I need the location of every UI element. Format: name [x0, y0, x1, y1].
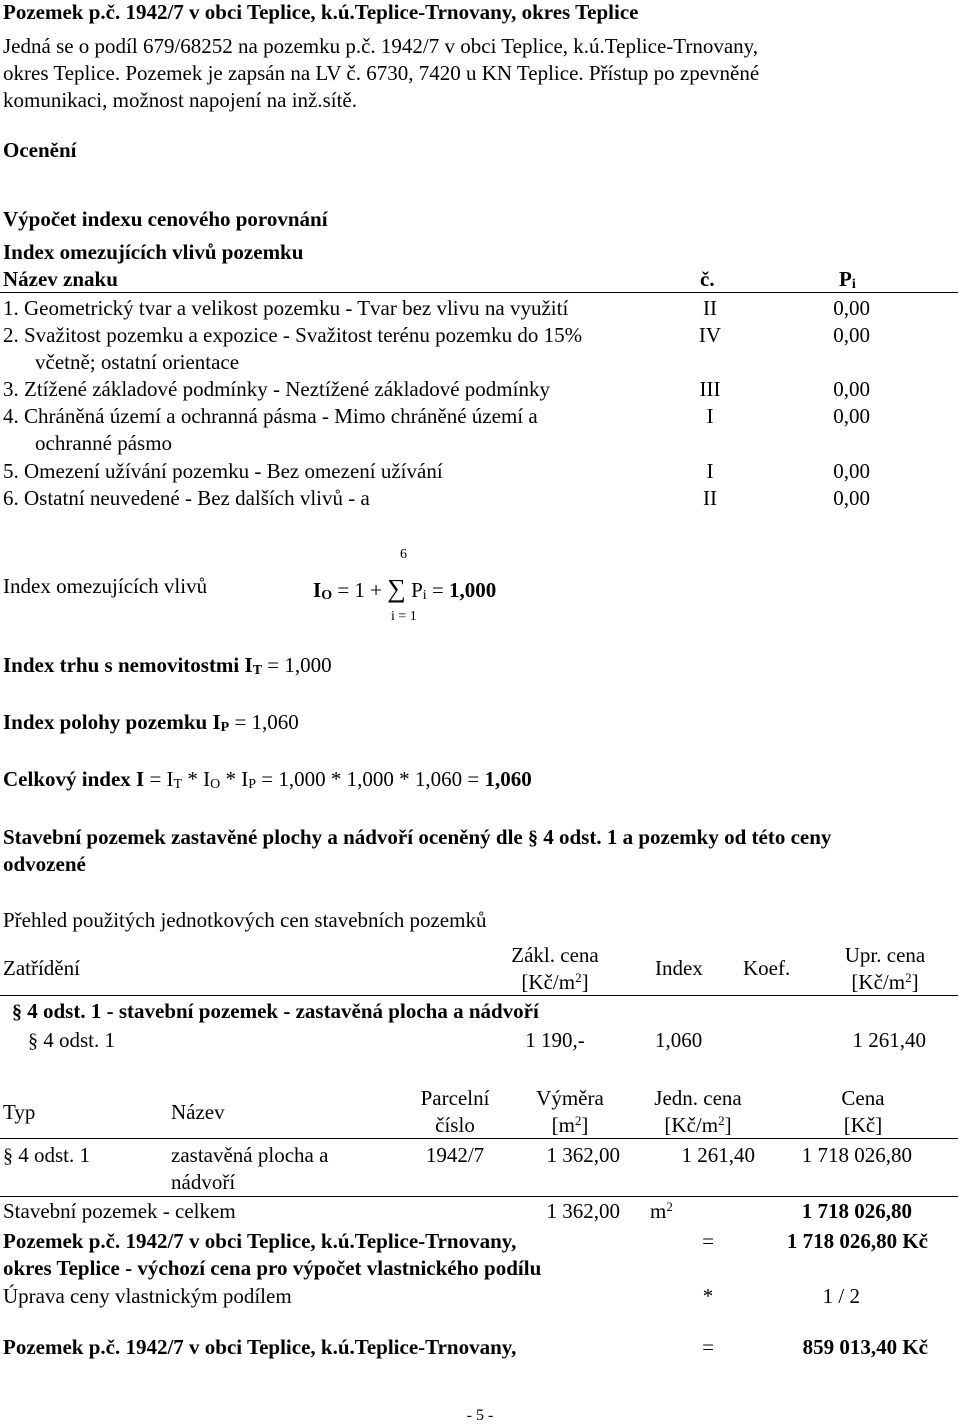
col-koef: Koef. — [743, 956, 791, 980]
unit-prices-group: § 4 odst. 1 - stavební pozemek - zastavěná plocha a nádvoří — [12, 999, 539, 1023]
parcel-row-typ: § 4 odst. 1 — [3, 1143, 91, 1167]
parcels-header-rule — [0, 1138, 958, 1139]
index-polohy: Index polohy pozemku $I_P = 1,060$ — [3, 710, 299, 735]
io-sum-lower: i = 1 — [391, 609, 417, 624]
document-title: Pozemek p.č. 1942/7 v obci Teplice, k.ú.Teplice-Trnovany, okres Teplice — [3, 0, 639, 24]
parcels-sum-label: Stavební pozemek - celkem — [3, 1199, 236, 1223]
col-index: Index — [655, 956, 703, 980]
influence-row-4-label: 4. Chráněná území a ochranná pásma - Mimo chráněné území a — [3, 404, 538, 428]
stavebni-heading-line-1: Stavební pozemek zastavěné plochy a nádvoří oceněný dle § 4 odst. 1 a pozemky od této ceny — [3, 825, 832, 849]
col-upr-cena-2: $[Kč/m^2]$ — [851, 970, 919, 994]
col-parcelni-1: Parcelní — [420, 1086, 490, 1110]
col-parcelni-2: číslo — [435, 1113, 475, 1137]
influence-row-2-c: IV — [698, 323, 722, 347]
col-typ: Typ — [3, 1100, 36, 1124]
result-eq-1: = — [702, 1229, 714, 1253]
unit-prices-header-rule — [0, 995, 958, 996]
col-zatrideni: Zatřídění — [3, 956, 80, 980]
influence-row-5-label: 5. Omezení užívání pozemku - Bez omezení užívání — [3, 459, 443, 483]
influence-row-2-label-cont: včetně; ostatní orientace — [35, 350, 240, 374]
table-header-rule — [0, 292, 958, 293]
description-line-1: Jedná se o podíl 679/68252 na pozemku p.č. 1942/7 v obci Teplice, k.ú.Teplice-Trnovany, — [3, 34, 759, 58]
col-header-p: $P_i$ — [839, 267, 856, 292]
influence-row-5-p: 0,00 — [833, 459, 870, 483]
influence-row-4-p: 0,00 — [833, 404, 870, 428]
col-header-name: Název znaku — [3, 267, 118, 291]
influence-row-2-label: 2. Svažitost pozemku a expozice - Svažitost terénu pozemku do 15% — [3, 323, 583, 347]
influence-row-5-c: I — [706, 459, 714, 483]
parcels-sum-unit: $m^2$ — [650, 1199, 673, 1223]
section-vypocet: Výpočet indexu cenového porovnání — [3, 207, 328, 231]
influence-row-4-c: I — [706, 404, 714, 428]
description-line-3: komunikaci, možnost napojení na inž.sítě. — [3, 88, 358, 112]
col-vymera-2: $[m^2]$ — [551, 1113, 589, 1137]
influence-row-1-label: 1. Geometrický tvar a velikost pozemku - Tvar bez vlivu na využití — [3, 296, 569, 320]
col-header-c: č. — [700, 267, 715, 291]
io-formula: $I_O = 1$ + ∑ $P_i = 1,000$ — [313, 574, 497, 603]
col-upr-cena-1: Upr. cena — [844, 943, 926, 967]
result-line-1: Pozemek p.č. 1942/7 v obci Teplice, k.ú.Teplice-Trnovany, — [3, 1229, 517, 1253]
parcel-row-cena: 1 718 026,80 — [801, 1143, 912, 1167]
parcel-row-nazev-2: nádvoří — [171, 1170, 236, 1194]
unit-prices-row-index: 1,060 — [655, 1028, 703, 1052]
section-oceneni: Ocenění — [3, 138, 77, 162]
index-trhu: Index trhu s nemovitostmi $I_T = 1,000$ — [3, 653, 332, 678]
col-jedn-cena-1: Jedn. cena — [654, 1086, 742, 1110]
col-cena-1: Cena — [841, 1086, 885, 1110]
final-eq: = — [702, 1335, 714, 1359]
influence-row-3-p: 0,00 — [833, 377, 870, 401]
parcels-sum-vymera: 1 362,00 — [546, 1199, 620, 1223]
adjustment-label: Úprava ceny vlastnickým podílem — [3, 1284, 292, 1308]
parcel-row-nazev-1: zastavěná plocha a — [171, 1143, 329, 1167]
col-zakl-cena-1: Zákl. cena — [511, 943, 599, 967]
io-label: Index omezujících vlivů — [3, 574, 208, 598]
adjustment-op: * — [702, 1284, 714, 1308]
page-number: - 5 - — [466, 1407, 494, 1424]
result-value-1: 1 718 026,80 Kč — [786, 1229, 928, 1253]
col-nazev: Název — [171, 1100, 225, 1124]
influence-row-1-p: 0,00 — [833, 296, 870, 320]
unit-prices-heading: Přehled použitých jednotkových cen stavebních pozemků — [3, 908, 487, 932]
influence-row-6-label: 6. Ostatní neuvedené - Bez dalších vlivů - a — [3, 486, 370, 510]
stavebni-heading-line-2: odvozené — [3, 852, 86, 876]
parcels-sum-cena: 1 718 026,80 — [801, 1199, 912, 1223]
parcel-row-cislo: 1942/7 — [425, 1143, 485, 1167]
influence-row-3-label: 3. Ztížené základové podmínky - Neztížené základové podmínky — [3, 377, 550, 401]
influence-heading: Index omezujících vlivů pozemku — [3, 240, 304, 264]
unit-prices-row-zakl: 1 190,- — [525, 1028, 585, 1052]
final-value: 859 013,40 Kč — [802, 1335, 928, 1359]
influence-row-2-p: 0,00 — [833, 323, 870, 347]
adjustment-value: 1 / 2 — [822, 1284, 860, 1308]
io-sum-upper: 6 — [400, 547, 407, 562]
parcel-row-jedn-cena: 1 261,40 — [681, 1143, 755, 1167]
influence-row-6-p: 0,00 — [833, 486, 870, 510]
col-jedn-cena-2: $[Kč/m^2]$ — [664, 1113, 732, 1137]
col-vymera-1: Výměra — [536, 1086, 604, 1110]
description-line-2: okres Teplice. Pozemek je zapsán na LV č. 6730, 7420 u KN Teplice. Přístup po zpevněné — [3, 61, 760, 85]
influence-row-3-c: III — [699, 377, 721, 401]
parcel-row-vymera: 1 362,00 — [546, 1143, 620, 1167]
col-zakl-cena-2: $[Kč/m^2]$ — [521, 970, 589, 994]
col-cena-2: [Kč] — [843, 1113, 883, 1137]
unit-prices-row-upr: 1 261,40 — [852, 1028, 926, 1052]
unit-prices-row-label: § 4 odst. 1 — [28, 1028, 116, 1052]
influence-row-4-label-cont: ochranné pásmo — [35, 431, 173, 455]
influence-row-6-c: II — [703, 486, 717, 510]
parcels-sum-rule — [0, 1196, 958, 1197]
final-label: Pozemek p.č. 1942/7 v obci Teplice, k.ú.Teplice-Trnovany, — [3, 1335, 517, 1359]
influence-row-1-c: II — [703, 296, 717, 320]
celkovy-index: Celkový index $I = I_T * I_O * I_P = 1,000 * 1,000 * 1,060 = 1,060$ — [3, 767, 532, 792]
result-line-2: okres Teplice - výchozí cena pro výpočet vlastnického podílu — [3, 1256, 542, 1280]
